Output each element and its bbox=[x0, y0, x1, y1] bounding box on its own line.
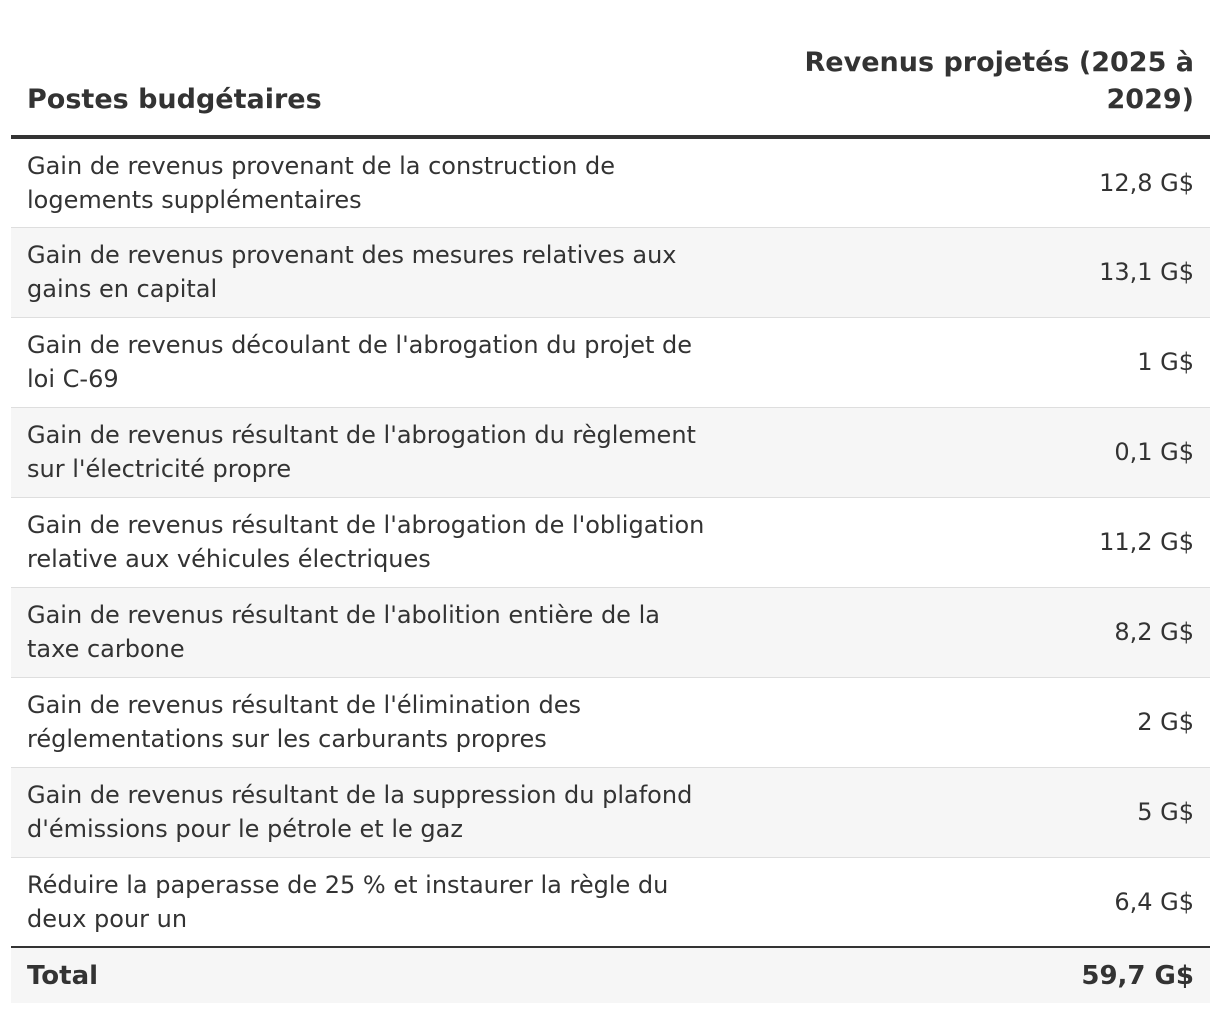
row-label: Gain de revenus résultant de l'abolition entière de la taxe carbone bbox=[11, 587, 711, 677]
row-label: Gain de revenus découlant de l'abrogation du projet de loi C-69 bbox=[11, 317, 711, 407]
row-value: 0,1 G$ bbox=[711, 407, 1210, 497]
row-label: Gain de revenus résultant de l'abrogation du règlement sur l'électricité propre bbox=[11, 407, 711, 497]
total-row bbox=[11, 947, 1210, 1003]
row-value: 8,2 G$ bbox=[711, 587, 1210, 677]
row-label: Gain de revenus résultant de l'élimination des réglementations sur les carburants propres bbox=[11, 677, 711, 767]
row-value: 2 G$ bbox=[711, 677, 1210, 767]
total-value: 59,7 G$ bbox=[711, 947, 1210, 1003]
table-row bbox=[11, 587, 1210, 677]
row-value: 11,2 G$ bbox=[711, 497, 1210, 587]
table-row bbox=[11, 677, 1210, 767]
row-label: Gain de revenus provenant des mesures relatives aux gains en capital bbox=[11, 227, 711, 317]
row-value: 1 G$ bbox=[711, 317, 1210, 407]
row-value: 12,8 G$ bbox=[711, 137, 1210, 227]
row-label: Réduire la paperasse de 25 % et instaurer la règle du deux pour un bbox=[27, 870, 669, 933]
table-row bbox=[11, 317, 1210, 407]
column-header-projected-revenue: Revenus projetés (2025 à 2029) bbox=[711, 0, 1210, 137]
row-value: 13,1 G$ bbox=[711, 227, 1210, 317]
table-row bbox=[11, 137, 1210, 227]
total-label: Total bbox=[11, 947, 711, 1003]
row-label: Gain de revenus provenant de la construction de logements supplémentaires bbox=[11, 137, 711, 227]
budget-revenue-table bbox=[11, 0, 1210, 1003]
row-label: Gain de revenus résultant de l'abrogation de l'obligation relative aux véhicules électriques bbox=[11, 497, 711, 587]
row-label: Gain de revenus résultant de la suppression du plafond d'émissions pour le pétrole et le gaz bbox=[11, 767, 711, 857]
row-value: 5 G$ bbox=[711, 767, 1210, 857]
table-body bbox=[11, 137, 1210, 947]
table-row bbox=[11, 857, 1210, 947]
table-row bbox=[11, 767, 1210, 857]
table-row bbox=[11, 407, 1210, 497]
column-header-budget-items: Postes budgétaires bbox=[11, 0, 711, 137]
row-value: 6,4 G$ bbox=[1114, 887, 1194, 916]
table-row bbox=[11, 497, 1210, 587]
table-row bbox=[11, 227, 1210, 317]
budget-table-container bbox=[11, 0, 1210, 1003]
table-header-row bbox=[11, 0, 1210, 137]
